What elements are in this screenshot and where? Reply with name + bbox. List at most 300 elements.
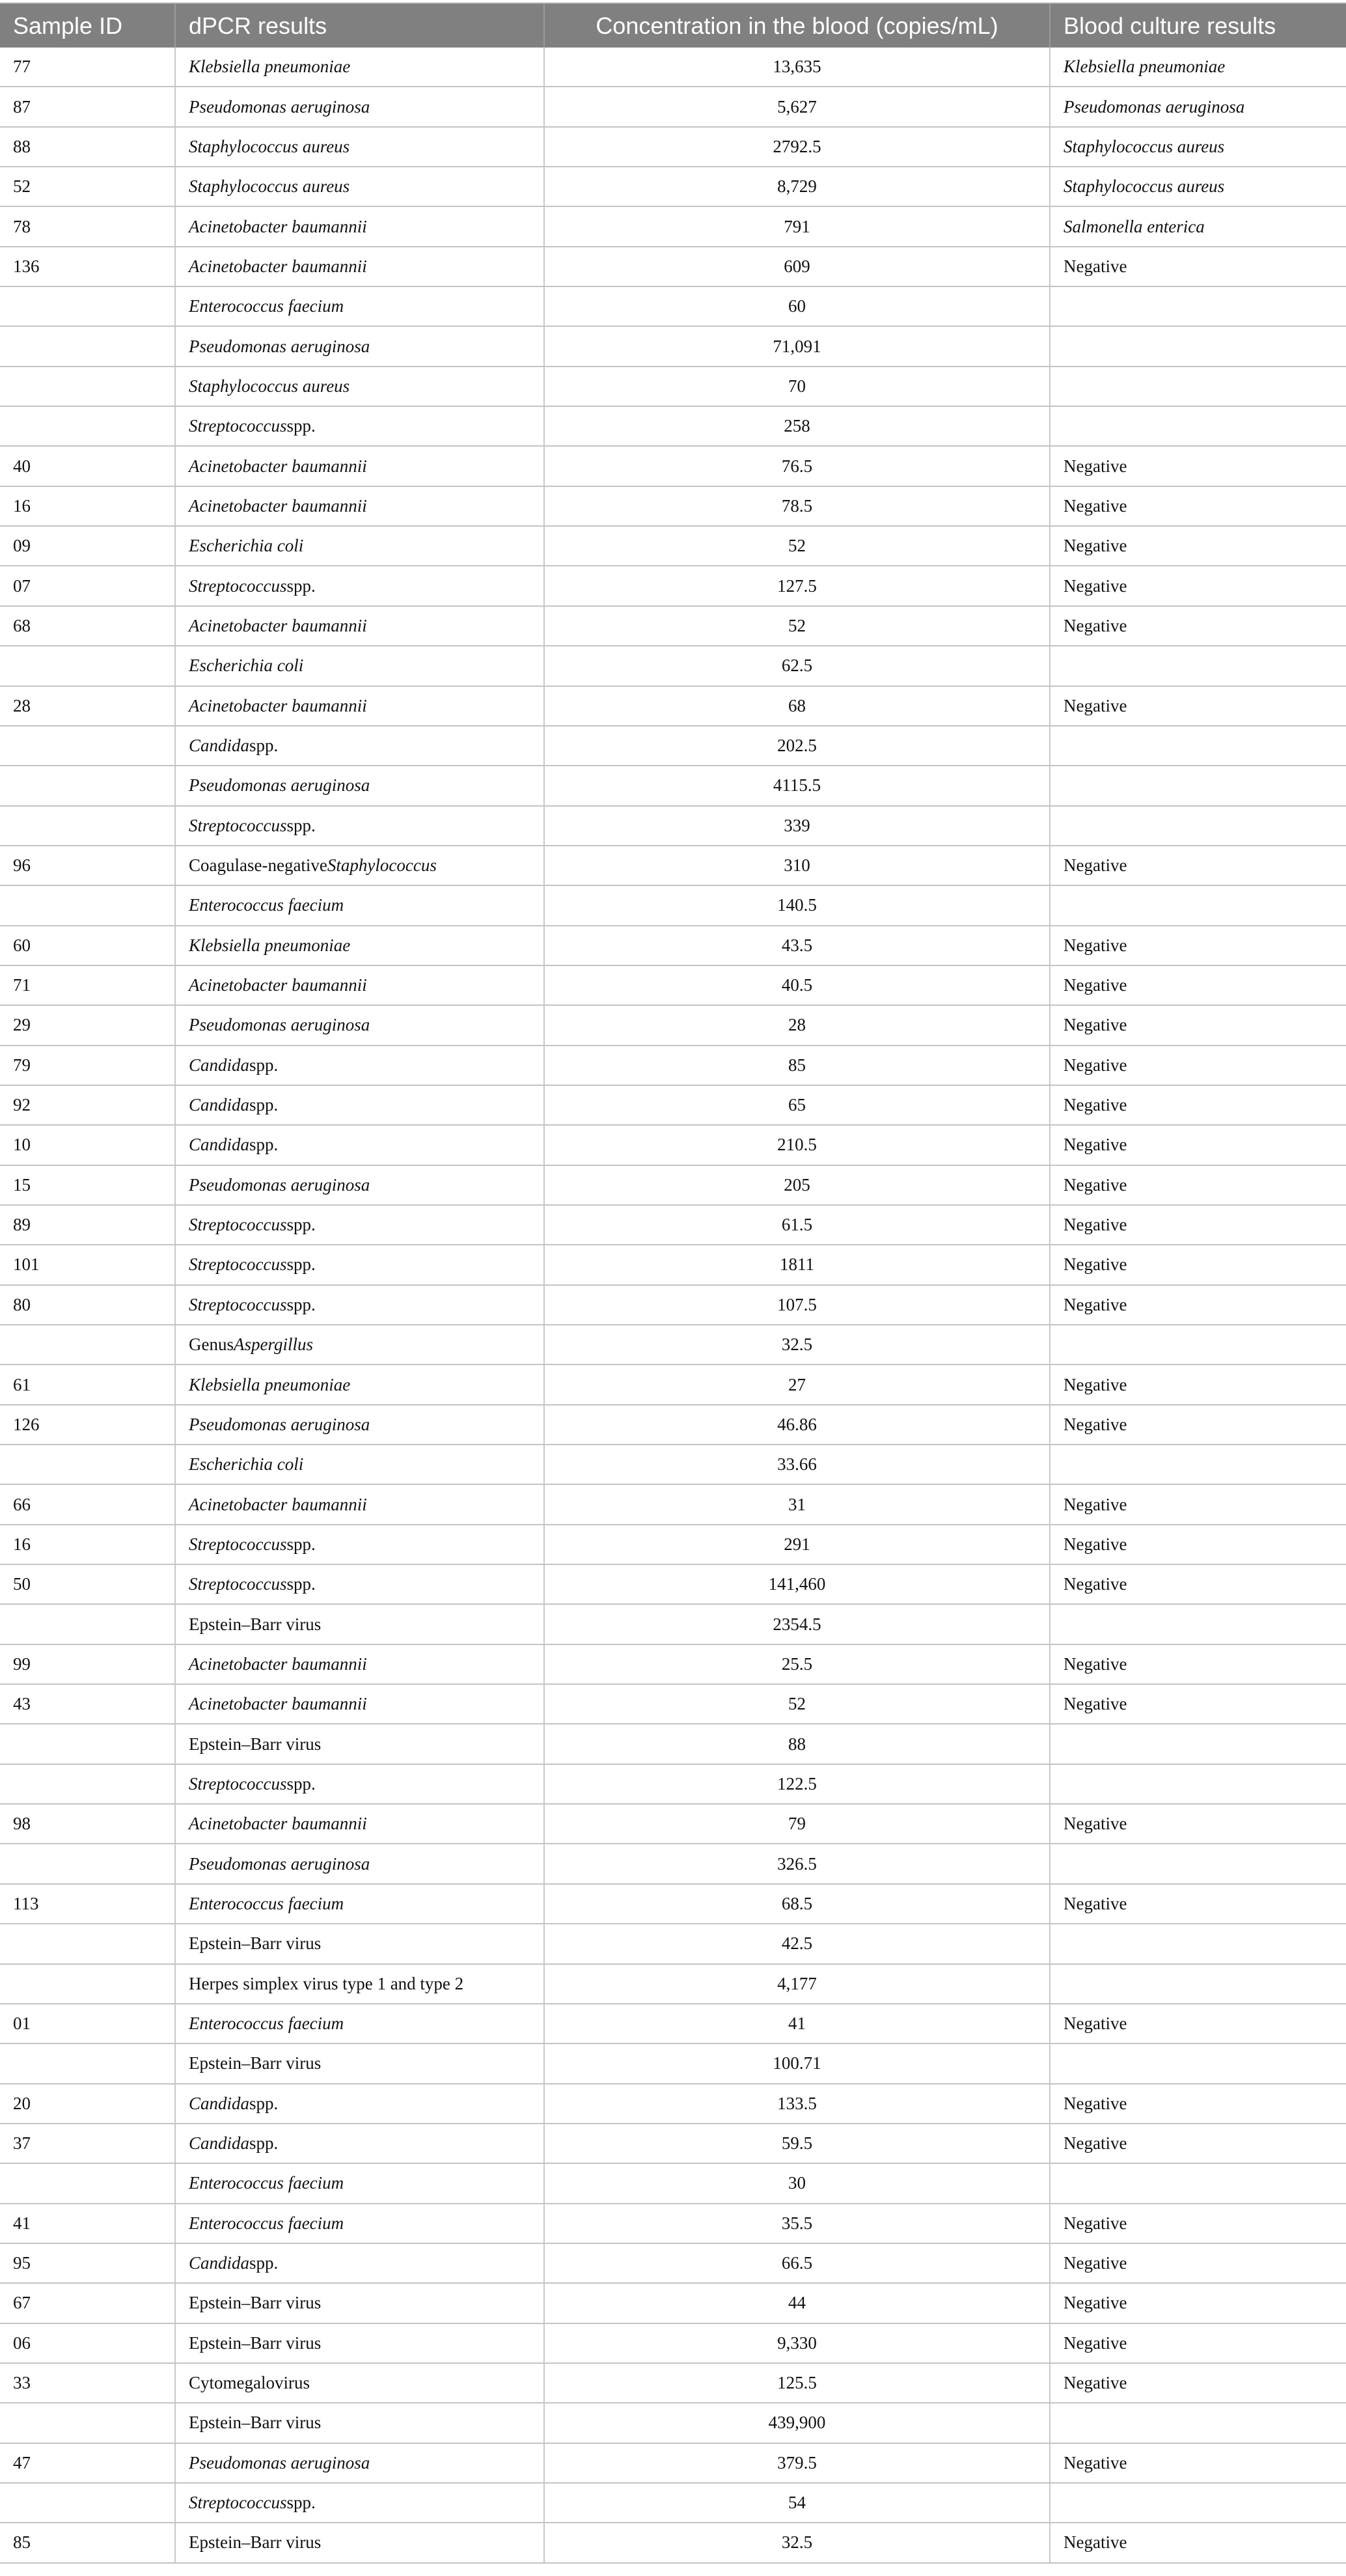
sample-id-cell: 37 — [0, 2124, 176, 2163]
text-part: Negative — [1064, 1414, 1127, 1434]
italic-name: Candida — [189, 1135, 250, 1155]
concentration-cell: 9,330 — [545, 2324, 1051, 2362]
sample-id-cell: 77 — [0, 48, 176, 86]
blood-culture-cell — [1051, 2444, 1346, 2482]
table-row — [0, 1724, 1346, 1764]
dpcr-result-cell — [176, 2484, 545, 2522]
blood-culture-cell — [1051, 807, 1346, 845]
blood-culture-cell — [1051, 646, 1346, 685]
dpcr-result-cell — [176, 2004, 545, 2043]
concentration-cell: 326.5 — [545, 1844, 1051, 1883]
italic-name: Streptococcus — [189, 1254, 287, 1275]
italic-name: Acinetobacter baumannii — [189, 456, 367, 476]
blood-culture-cell — [1051, 1406, 1346, 1444]
dpcr-result-cell — [176, 1565, 545, 1603]
dpcr-result-cell — [176, 1445, 545, 1484]
concentration-cell: 71,091 — [545, 327, 1051, 365]
sample-id-cell: 16 — [0, 1525, 176, 1564]
blood-culture-cell — [1051, 566, 1346, 605]
text-part: Negative — [1064, 855, 1127, 876]
blood-culture-cell — [1051, 2523, 1346, 2562]
italic-name: Streptococcus — [189, 1574, 287, 1594]
concentration-cell: 27 — [545, 1365, 1051, 1404]
dpcr-result-cell — [176, 1086, 545, 1124]
sample-id-cell: 95 — [0, 2244, 176, 2282]
text-part: Negative — [1064, 1374, 1127, 1394]
text-part: Negative — [1064, 2293, 1127, 2313]
blood-culture-cell — [1051, 87, 1346, 126]
sample-id-cell: 10 — [0, 1126, 176, 1164]
italic-name: Acinetobacter baumannii — [189, 975, 367, 995]
blood-culture-cell — [1051, 327, 1346, 365]
text-part: Negative — [1064, 575, 1127, 596]
sample-id-cell — [0, 1924, 176, 1963]
table-row — [0, 566, 1346, 606]
blood-culture-cell — [1051, 287, 1346, 325]
table-row — [0, 1965, 1346, 2004]
table-row — [0, 1006, 1346, 1046]
text-part: Epstein–Barr virus — [189, 2053, 322, 2073]
italic-name: Escherichia coli — [189, 656, 304, 676]
text-part: Negative — [1064, 495, 1127, 516]
table-row — [0, 1525, 1346, 1565]
table-row — [0, 2204, 1346, 2244]
dpcr-result-cell — [176, 1685, 545, 1723]
blood-culture-cell — [1051, 2364, 1346, 2402]
sample-id-cell: 41 — [0, 2204, 176, 2243]
text-part: Genus — [189, 1335, 234, 1355]
concentration-cell: 8,729 — [545, 167, 1051, 206]
dpcr-result-cell — [176, 128, 545, 166]
blood-culture-cell — [1051, 1844, 1346, 1883]
text-part: spp. — [286, 1215, 316, 1235]
concentration-cell: 4115.5 — [545, 766, 1051, 805]
text-part: spp. — [249, 1055, 279, 1075]
header-concentration: Concentration in the blood (copies/mL) — [545, 4, 1051, 48]
concentration-cell: 61.5 — [545, 1206, 1051, 1244]
text-part: Negative — [1064, 615, 1127, 635]
table-row — [0, 966, 1346, 1006]
concentration-cell: 62.5 — [545, 646, 1051, 685]
italic-name: Escherichia coli — [189, 536, 304, 556]
dpcr-result-cell — [176, 1286, 545, 1324]
concentration-cell: 43.5 — [545, 926, 1051, 965]
concentration-cell: 79 — [545, 1805, 1051, 1843]
concentration-cell: 127.5 — [545, 566, 1051, 605]
dpcr-result-cell — [176, 846, 545, 885]
blood-culture-cell — [1051, 1485, 1346, 1523]
dpcr-result-cell — [176, 646, 545, 685]
dpcr-result-cell — [176, 2444, 545, 2482]
text-part: Negative — [1064, 2133, 1127, 2154]
concentration-cell: 28 — [545, 1006, 1051, 1044]
blood-culture-cell — [1051, 2084, 1346, 2123]
concentration-cell: 13,635 — [545, 48, 1051, 86]
table-row — [0, 1086, 1346, 1126]
italic-name: Candida — [189, 2133, 250, 2154]
blood-culture-cell — [1051, 1245, 1346, 1284]
table-row — [0, 2244, 1346, 2284]
text-part: Negative — [1064, 1694, 1127, 1714]
table-row — [0, 207, 1346, 247]
concentration-cell: 2792.5 — [545, 128, 1051, 166]
dpcr-result-cell — [176, 766, 545, 805]
blood-culture-cell — [1051, 128, 1346, 166]
italic-name: Salmonella enterica — [1064, 216, 1205, 236]
sample-id-cell — [0, 766, 176, 805]
table-row — [0, 1805, 1346, 1844]
blood-culture-cell — [1051, 1086, 1346, 1124]
table-row — [0, 2004, 1346, 2044]
table-row — [0, 2324, 1346, 2364]
concentration-cell: 65 — [545, 1086, 1051, 1124]
concentration-cell: 140.5 — [545, 886, 1051, 924]
results-table — [0, 3, 1346, 2564]
blood-culture-cell — [1051, 2204, 1346, 2243]
sample-id-cell — [0, 2403, 176, 2442]
italic-name: Staphylococcus aureus — [189, 176, 350, 197]
italic-name: Acinetobacter baumannii — [189, 1694, 367, 1714]
text-part: spp. — [249, 2093, 279, 2113]
blood-culture-cell — [1051, 1565, 1346, 1603]
text-part: Negative — [1064, 1015, 1127, 1035]
table-row — [0, 287, 1346, 327]
blood-culture-cell — [1051, 727, 1346, 765]
sample-id-cell: 68 — [0, 607, 176, 645]
dpcr-result-cell — [176, 287, 545, 325]
table-row — [0, 2364, 1346, 2403]
table-row — [0, 407, 1346, 447]
dpcr-result-cell — [176, 1924, 545, 1963]
sample-id-cell — [0, 2484, 176, 2522]
dpcr-result-cell — [176, 247, 545, 286]
dpcr-result-cell — [176, 447, 545, 485]
concentration-cell: 42.5 — [545, 1924, 1051, 1963]
sample-id-cell — [0, 727, 176, 765]
concentration-cell: 88 — [545, 1724, 1051, 1763]
table-row — [0, 1924, 1346, 1964]
dpcr-result-cell — [176, 886, 545, 924]
dpcr-result-cell — [176, 1605, 545, 1643]
text-part: Negative — [1064, 2333, 1127, 2353]
text-part: Cytomegalovirus — [189, 2373, 310, 2393]
table-row — [0, 2164, 1346, 2204]
dpcr-result-cell — [176, 966, 545, 1004]
blood-culture-cell — [1051, 487, 1346, 525]
sample-id-cell: 06 — [0, 2324, 176, 2362]
concentration-cell: 31 — [545, 1485, 1051, 1523]
text-part: Coagulase-negative — [189, 855, 327, 876]
table-row — [0, 1645, 1346, 1685]
table-row — [0, 48, 1346, 87]
sample-id-cell: 60 — [0, 926, 176, 965]
text-part: Negative — [1064, 2452, 1127, 2472]
text-part: Negative — [1064, 1294, 1127, 1314]
italic-name: Acinetobacter baumannii — [189, 1814, 367, 1834]
blood-culture-cell — [1051, 687, 1346, 725]
text-part: spp. — [249, 1135, 279, 1155]
concentration-cell: 258 — [545, 407, 1051, 445]
text-part: Herpes simplex virus type 1 and type 2 — [189, 1973, 464, 1993]
text-part: Epstein–Barr virus — [189, 2333, 322, 2353]
concentration-cell: 310 — [545, 846, 1051, 885]
table-row — [0, 1406, 1346, 1445]
sample-id-cell — [0, 287, 176, 325]
dpcr-result-cell — [176, 2084, 545, 2123]
text-part: Negative — [1064, 1135, 1127, 1155]
concentration-cell: 52 — [545, 607, 1051, 645]
table-header — [0, 3, 1346, 48]
concentration-cell: 59.5 — [545, 2124, 1051, 2163]
italic-name: Acinetobacter baumannii — [189, 1494, 367, 1514]
blood-culture-cell — [1051, 926, 1346, 965]
table-row — [0, 727, 1346, 766]
blood-culture-cell — [1051, 846, 1346, 885]
blood-culture-cell — [1051, 2403, 1346, 2442]
table-row — [0, 87, 1346, 127]
blood-culture-cell — [1051, 1006, 1346, 1044]
text-part: Epstein–Barr virus — [189, 1614, 322, 1634]
blood-culture-cell — [1051, 2244, 1346, 2282]
italic-name: Acinetobacter baumannii — [189, 256, 367, 276]
concentration-cell: 5,627 — [545, 87, 1051, 126]
blood-culture-cell — [1051, 1126, 1346, 1164]
italic-name: Staphylococcus aureus — [189, 136, 350, 156]
italic-name: Candida — [189, 736, 250, 756]
concentration-cell: 202.5 — [545, 727, 1051, 765]
sample-id-cell: 07 — [0, 566, 176, 605]
blood-culture-cell — [1051, 1645, 1346, 1683]
italic-name: Enterococcus faecium — [189, 2173, 344, 2193]
blood-culture-cell — [1051, 1365, 1346, 1404]
blood-culture-cell — [1051, 2044, 1346, 2083]
italic-name: Klebsiella pneumoniae — [1064, 57, 1226, 77]
dpcr-result-cell — [176, 2284, 545, 2322]
sample-id-cell — [0, 1445, 176, 1484]
italic-name: Staphylococcus aureus — [1064, 136, 1225, 156]
dpcr-result-cell — [176, 2244, 545, 2282]
italic-name: Streptococcus — [189, 575, 287, 596]
header-sample-id: Sample ID — [0, 4, 176, 48]
text-part: Negative — [1064, 1254, 1127, 1275]
blood-culture-cell — [1051, 1885, 1346, 1923]
concentration-cell: 76.5 — [545, 447, 1051, 485]
italic-name: Streptococcus — [189, 1294, 287, 1314]
italic-name: Klebsiella pneumoniae — [189, 57, 351, 77]
concentration-cell: 60 — [545, 287, 1051, 325]
text-part: spp. — [286, 1294, 316, 1314]
table-row — [0, 1206, 1346, 1245]
dpcr-result-cell — [176, 2164, 545, 2202]
text-part: Negative — [1064, 2093, 1127, 2113]
sample-id-cell — [0, 1325, 176, 1364]
sample-id-cell: 78 — [0, 207, 176, 245]
table-row — [0, 1605, 1346, 1644]
italic-name: Acinetobacter baumannii — [189, 695, 367, 715]
blood-culture-cell — [1051, 886, 1346, 924]
blood-culture-cell — [1051, 1724, 1346, 1763]
sample-id-cell: 98 — [0, 1805, 176, 1843]
italic-name: Aspergillus — [234, 1335, 314, 1355]
concentration-cell: 100.71 — [545, 2044, 1051, 2083]
italic-name: Enterococcus faecium — [189, 296, 344, 316]
blood-culture-cell — [1051, 1924, 1346, 1963]
text-part: Epstein–Barr virus — [189, 2293, 322, 2313]
table-row — [0, 527, 1346, 566]
table-row — [0, 886, 1346, 926]
italic-name: Klebsiella pneumoniae — [189, 935, 351, 955]
dpcr-result-cell — [176, 487, 545, 525]
text-part: Negative — [1064, 1174, 1127, 1195]
text-part: spp. — [286, 815, 316, 835]
dpcr-result-cell — [176, 687, 545, 725]
blood-culture-cell — [1051, 207, 1346, 245]
sample-id-cell: 79 — [0, 1046, 176, 1085]
table-row — [0, 128, 1346, 167]
sample-id-cell: 87 — [0, 87, 176, 126]
italic-name: Acinetobacter baumannii — [189, 495, 367, 516]
dpcr-result-cell — [176, 1645, 545, 1683]
sample-id-cell: 29 — [0, 1006, 176, 1044]
blood-culture-cell — [1051, 2004, 1346, 2043]
dpcr-result-cell — [176, 1805, 545, 1843]
blood-culture-cell — [1051, 966, 1346, 1004]
table-row — [0, 926, 1346, 966]
table-row — [0, 2523, 1346, 2563]
concentration-cell: 791 — [545, 207, 1051, 245]
sample-id-cell — [0, 407, 176, 445]
text-part: Negative — [1064, 1574, 1127, 1594]
dpcr-result-cell — [176, 1765, 545, 1803]
sample-id-cell: 20 — [0, 2084, 176, 2123]
sample-id-cell — [0, 1724, 176, 1763]
dpcr-result-cell — [176, 87, 545, 126]
dpcr-result-cell — [176, 1046, 545, 1085]
sample-id-cell: 113 — [0, 1885, 176, 1923]
table-row — [0, 1286, 1346, 1325]
table-row — [0, 646, 1346, 686]
concentration-cell: 85 — [545, 1046, 1051, 1085]
text-part: spp. — [286, 2493, 316, 2513]
text-part: Negative — [1064, 1534, 1127, 1554]
table-row — [0, 1126, 1346, 1165]
table-row — [0, 607, 1346, 646]
italic-name: Candida — [189, 2253, 250, 2273]
blood-culture-cell — [1051, 367, 1346, 406]
text-part: spp. — [249, 1095, 279, 1115]
blood-culture-cell — [1051, 766, 1346, 805]
italic-name: Staphylococcus — [327, 855, 437, 876]
table-row — [0, 1565, 1346, 1605]
concentration-cell: 2354.5 — [545, 1605, 1051, 1643]
text-part: Negative — [1064, 935, 1127, 955]
table-row — [0, 247, 1346, 287]
sample-id-cell: 47 — [0, 2444, 176, 2482]
table-row — [0, 766, 1346, 806]
concentration-cell: 141,460 — [545, 1565, 1051, 1603]
sample-id-cell: 15 — [0, 1166, 176, 1204]
concentration-cell: 54 — [545, 2484, 1051, 2522]
dpcr-result-cell — [176, 1844, 545, 1883]
text-part: Negative — [1064, 2253, 1127, 2273]
text-part: Negative — [1064, 1654, 1127, 1674]
italic-name: Candida — [189, 1095, 250, 1115]
text-part: spp. — [249, 2133, 279, 2154]
concentration-cell: 40.5 — [545, 966, 1051, 1004]
concentration-cell: 339 — [545, 807, 1051, 845]
text-part: Epstein–Barr virus — [189, 2532, 322, 2553]
italic-name: Pseudomonas aeruginosa — [189, 96, 370, 117]
italic-name: Streptococcus — [189, 2493, 287, 2513]
concentration-cell: 52 — [545, 1685, 1051, 1723]
table-row — [0, 1765, 1346, 1805]
blood-culture-cell — [1051, 1805, 1346, 1843]
blood-culture-cell — [1051, 1325, 1346, 1364]
concentration-cell: 78.5 — [545, 487, 1051, 525]
sample-id-cell: 101 — [0, 1245, 176, 1284]
sample-id-cell — [0, 1605, 176, 1643]
table-row — [0, 167, 1346, 207]
sample-id-cell: 43 — [0, 1685, 176, 1723]
italic-name: Staphylococcus aureus — [1064, 176, 1225, 197]
sample-id-cell — [0, 807, 176, 845]
concentration-cell: 33.66 — [545, 1445, 1051, 1484]
table-row — [0, 367, 1346, 407]
dpcr-result-cell — [176, 407, 545, 445]
dpcr-result-cell — [176, 1245, 545, 1284]
blood-culture-cell — [1051, 407, 1346, 445]
concentration-cell: 52 — [545, 527, 1051, 565]
text-part: Negative — [1064, 536, 1127, 556]
sample-id-cell: 67 — [0, 2284, 176, 2322]
blood-culture-cell — [1051, 447, 1346, 485]
dpcr-result-cell — [176, 1406, 545, 1444]
concentration-cell: 4,177 — [545, 1965, 1051, 2003]
sample-id-cell: 52 — [0, 167, 176, 206]
table-row — [0, 2084, 1346, 2124]
sample-id-cell: 61 — [0, 1365, 176, 1404]
concentration-cell: 25.5 — [545, 1645, 1051, 1683]
sample-id-cell — [0, 2044, 176, 2083]
italic-name: Streptococcus — [189, 815, 287, 835]
italic-name: Klebsiella pneumoniae — [189, 1374, 351, 1394]
concentration-cell: 68 — [545, 687, 1051, 725]
concentration-cell: 66.5 — [545, 2244, 1051, 2282]
sample-id-cell — [0, 1965, 176, 2003]
sample-id-cell: 80 — [0, 1286, 176, 1324]
blood-culture-cell — [1051, 247, 1346, 286]
sample-id-cell: 136 — [0, 247, 176, 286]
dpcr-result-cell — [176, 2124, 545, 2163]
text-part: Epstein–Barr virus — [189, 1734, 322, 1754]
italic-name: Enterococcus faecium — [189, 895, 344, 915]
italic-name: Enterococcus faecium — [189, 2014, 344, 2034]
blood-culture-cell — [1051, 1525, 1346, 1564]
table-row — [0, 1844, 1346, 1884]
table-row — [0, 2484, 1346, 2523]
table-row — [0, 327, 1346, 367]
sample-id-cell — [0, 2164, 176, 2202]
dpcr-result-cell — [176, 1525, 545, 1564]
sample-id-cell — [0, 646, 176, 685]
table-row — [0, 487, 1346, 527]
dpcr-result-cell — [176, 1885, 545, 1923]
dpcr-result-cell — [176, 207, 545, 245]
concentration-cell: 70 — [545, 367, 1051, 406]
blood-culture-cell — [1051, 1166, 1346, 1204]
dpcr-result-cell — [176, 1206, 545, 1244]
blood-culture-cell — [1051, 2484, 1346, 2522]
